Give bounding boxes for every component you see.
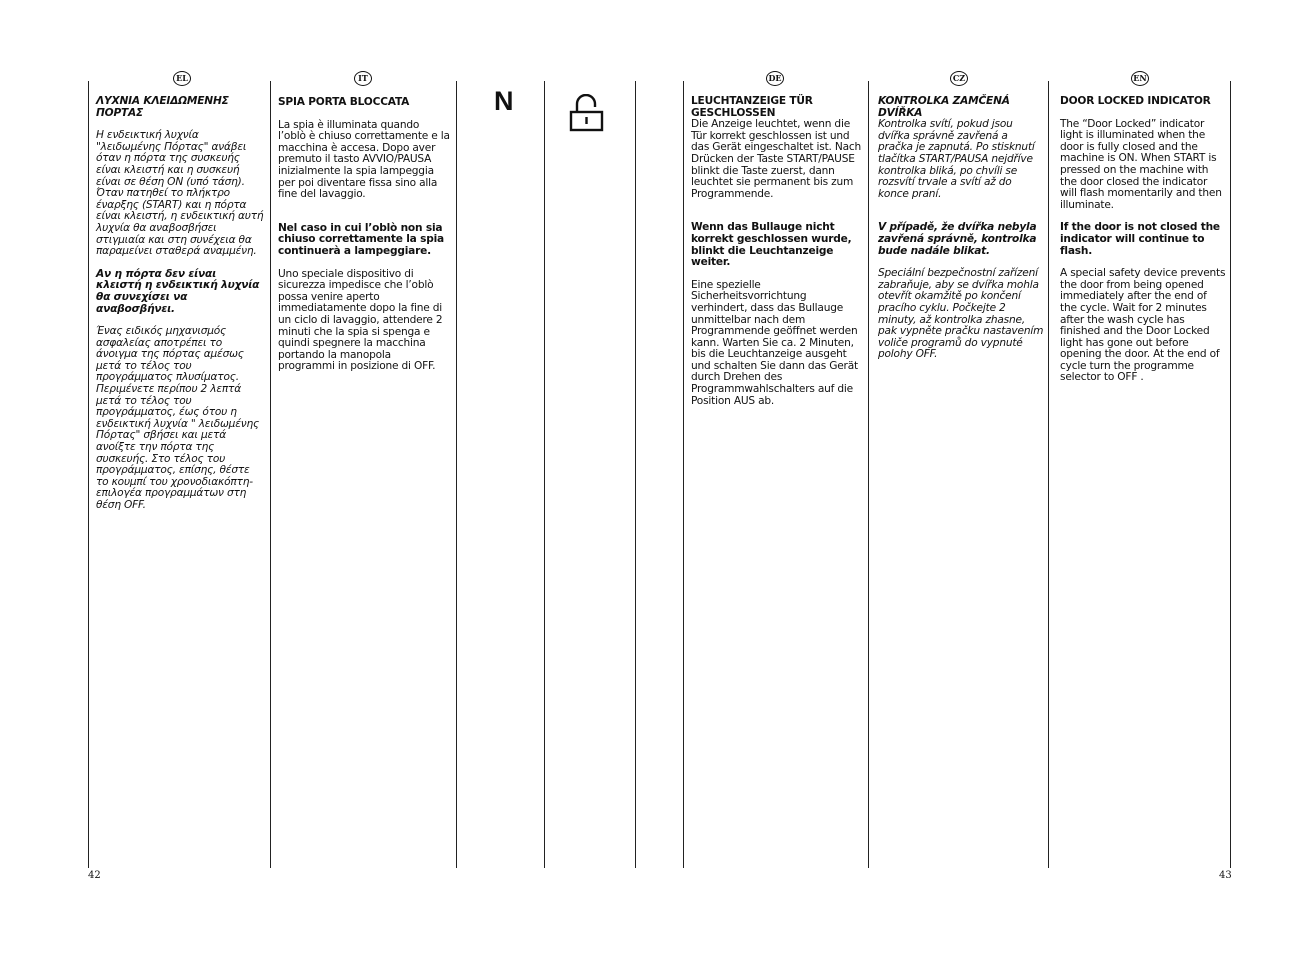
body-paragraph: Eine spezielle Sicherheitsvorrichtung verhindert, dass das Bullauge unmittelbar nach dem Programmende geöffnet werden kann. Warten Sie ca. 2 Minuten, bis die Leuchtanzeige ausgeht und schalten Sie dann das Gerät durch Drehen des Programmwahlschalters auf die Position AUS ab. bbox=[691, 278, 858, 407]
warning-paragraph: V případě, že dvířka nebyla zavřená správně, kontrolka bude nadále blikat. bbox=[878, 221, 1037, 257]
column-divider bbox=[456, 81, 457, 868]
section-heading: KONTROLKA ZAMČENÁ DVÍŘKA bbox=[878, 95, 1010, 119]
column-german bbox=[691, 96, 863, 407]
column-english bbox=[1060, 96, 1226, 384]
indicator-letter: N bbox=[494, 86, 514, 116]
column-divider bbox=[868, 81, 869, 868]
body-paragraph: Uno speciale dispositivo di sicurezza impedisce che l’oblò possa venire aperto immediatamente dopo la fine di un ciclo di lavaggio, attendere 2 minuti che la spia si spenga e quindi spegnere la macchina portando la manopola programmi in posizione di OFF. bbox=[278, 267, 443, 373]
body-paragraph: Speciální bezpečnostní zařízení zabraňuje, aby se dvířka mohla otevřít okamžitě po končení pracího cyklu. Počkejte 2 minuty, až kontrolka zhasne, pak vypněte pračku nastavením voliče programů do vypnuté polohy OFF. bbox=[878, 267, 1044, 361]
body-paragraph: Kontrolka svítí, pokud jsou dvířka správně zavřená a pračka je zapnutá. Po stisknutí tlačítka START/PAUSA nejdříve kontrolka bliká, po chvíli se rozsvítí trvale a svítí až do konce praní. bbox=[878, 118, 1035, 200]
section-heading: SPIA PORTA BLOCCATA bbox=[278, 96, 410, 108]
column-divider bbox=[88, 81, 89, 868]
column-divider bbox=[635, 81, 636, 868]
language-badge-de: DE bbox=[766, 71, 784, 86]
body-paragraph: Η ενδεικτική λυχνία "λειδωμένης Πόρτας" ανάβει όταν η πόρτα της συσκευής είναι κλειστή και η συσκευή είναι σε θέση ON (υπό τάση). Όταν πατηθεί το πλήκτρο έναρξης (START) και η πόρτα είναι κλειστή, η ενδεικτική αυτή λυχνία θα αναβοσβήσει στιγμιαία και στη συνέχεια θα παραμείνει σταθερά αναμμένη. bbox=[96, 129, 264, 258]
column-italian bbox=[278, 97, 450, 373]
language-badge-el: EL bbox=[173, 71, 191, 86]
section-heading: DOOR LOCKED INDICATOR bbox=[1060, 95, 1211, 107]
page-number-right: 43 bbox=[1219, 870, 1232, 881]
padlock-open-icon bbox=[569, 94, 605, 136]
body-paragraph: Die Anzeige leuchtet, wenn die Tür korrekt geschlossen ist und das Gerät eingeschaltet ist. Nach Drücken der Taste START/PAUSE blinkt die Taste zuerst, dann leuchtet sie permanent bis zum Programmende. bbox=[691, 118, 862, 200]
warning-paragraph: Αν η πόρτα δεν είναι κλειστή η ενδεικτική λυχνία θα συνεχίσει να αναβοσβήνει. bbox=[96, 267, 260, 315]
column-czech bbox=[878, 96, 1044, 361]
column-divider bbox=[1230, 81, 1231, 868]
section-heading: ΛΥΧΝΙΑ ΚΛΕΙΔΩΜΕΝΗΣ ΠΟΡΤΑΣ bbox=[96, 95, 229, 119]
language-badge-cz: CZ bbox=[950, 71, 968, 86]
column-divider bbox=[1048, 81, 1049, 868]
column-divider bbox=[270, 81, 271, 868]
language-badge-it: IT bbox=[354, 71, 372, 86]
body-paragraph: La spia è illuminata quando l’oblò è chiuso correttamente e la macchina è accesa. Dopo aver premuto il tasto AVVIO/PAUSA inizialmente la spia lampeggia per poi diventare fissa sino alla fine del lavaggio. bbox=[278, 118, 450, 201]
body-paragraph: Ένας ειδικός μηχανισμός ασφαλείας αποτρέπει το άνοιγμα της πόρτας αμέσως μετά το τέλος του προγράμματος πλυσίματος. Περιμένετε περίπου 2 λεπτά μετά το τέλος του προγράμματος, έως ότου η ενδεικτική λυχνία " λειδωμένης Πόρτας" σβήσει και μετά ανοίξτε την πόρτα της συσκευής. Στο τέλος του προγράμματος, επίσης, θέστε το κουμπί του χρονοδιακόπτη-επιλογέα προγραμμάτων στη θέση OFF. bbox=[96, 325, 259, 511]
language-badge-en: EN bbox=[1131, 71, 1149, 86]
warning-paragraph: Wenn das Bullauge nicht korrekt geschlossen wurde, blinkt die Leuchtanzeige weiter. bbox=[691, 221, 852, 269]
warning-paragraph: If the door is not closed the indicator will continue to flash. bbox=[1060, 221, 1220, 257]
column-greek bbox=[96, 96, 264, 512]
body-paragraph: A special safety device prevents the door from being opened immediately after the end of the cycle. Wait for 2 minutes after the wash cycle has finished and the Door Locked light has gone out before opening the door. At the end of cycle turn the programme selector to OFF . bbox=[1060, 267, 1226, 384]
section-heading: LEUCHTANZEIGE TÜR GESCHLOSSEN bbox=[691, 95, 813, 119]
column-divider bbox=[544, 81, 545, 868]
body-paragraph: The “Door Locked” indicator light is illuminated when the door is fully closed and the machine is ON. When START is pressed on the machine with the door closed the indicator will flash momentarily and then illuminate. bbox=[1060, 117, 1222, 211]
warning-paragraph: Nel caso in cui l’oblò non sia chiuso correttamente la spia continuerà a lampeggiare. bbox=[278, 221, 444, 257]
page-number-left: 42 bbox=[88, 870, 101, 881]
column-divider bbox=[683, 81, 684, 868]
